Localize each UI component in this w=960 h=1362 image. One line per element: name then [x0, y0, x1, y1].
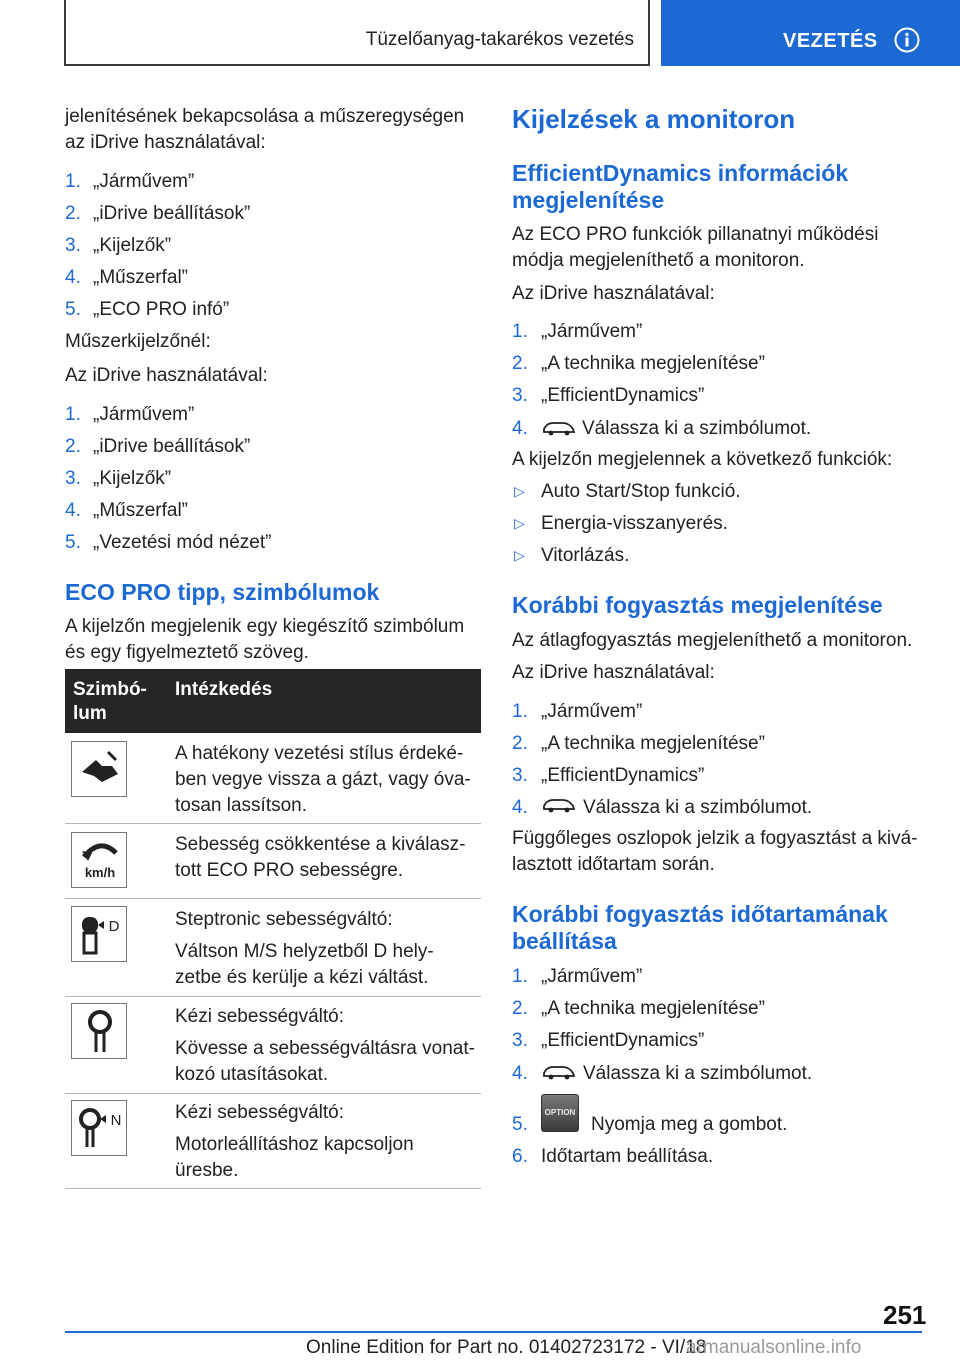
paragraph: A kijelzőn megjelennek a következő funkciók: [512, 449, 893, 470]
list-item-number: 3. [65, 235, 81, 256]
speed-reduce-kmh-icon [71, 832, 127, 888]
section-title: Tüzelőanyag-takarékos vezetés [365, 29, 634, 50]
heading-eco-pro-tipp: ECO PRO tipp, szimbólumok [65, 579, 380, 605]
list-item-number: 2. [65, 203, 81, 224]
paragraph: Az ECO PRO funkciók pillanatnyi működési [512, 224, 879, 245]
list-item-number: 3. [65, 468, 81, 489]
intro-line-2: az iDrive használatával: [65, 132, 266, 153]
table-header-action: Intézkedés [175, 679, 273, 700]
row-text: Váltson M/S helyzetből D hely- [175, 941, 434, 962]
row-divider [65, 1188, 481, 1189]
row-divider [65, 823, 481, 824]
footer-rule [65, 1331, 922, 1333]
row-text: A hatékony vezetési stílus érdeké- [175, 743, 464, 764]
table-header [65, 669, 481, 733]
row-divider [65, 898, 481, 899]
list-item-number: 1. [65, 404, 81, 425]
list-item: „EfficientDynamics” [541, 765, 705, 786]
list-item: „A technika megjelenítése” [541, 733, 765, 754]
list-item: „A technika megjelenítése” [541, 353, 765, 374]
list-item-number: 4. [65, 267, 81, 288]
heading-monitor: Kijelzések a monitoron [512, 104, 796, 134]
intro-line-1: jelenítésének bekapcsolása a műszeregységen [65, 106, 465, 127]
chapter-label: VEZETÉS [783, 30, 878, 52]
list-item-number: 5. [65, 299, 81, 320]
list-item-number: 2. [512, 998, 528, 1019]
list-item: „iDrive beállítások” [93, 203, 251, 224]
paragraph: módja megjeleníthető a monitoron. [512, 250, 805, 271]
watermark: armanualsonline.info [686, 1337, 862, 1358]
row-text: ben vegye vissza a gázt, vagy óva- [175, 769, 471, 790]
row-text: Kézi sebességváltó: [175, 1006, 344, 1027]
heading-efficientdynamics-2: megjelenítése [512, 187, 665, 213]
list-item: Energia-visszanyerés. [541, 513, 728, 534]
list-item-number: 4. [512, 797, 528, 818]
heading-idotartam-2: beállítása [512, 928, 617, 954]
header-title-box [64, 0, 650, 66]
bullet-triangle-icon: ▷ [514, 515, 525, 531]
list-item: „Kijelzők” [93, 235, 172, 256]
list-item: „iDrive beállítások” [93, 436, 251, 457]
list-item: „Járművem” [93, 171, 195, 192]
list-item-number: 3. [512, 385, 528, 406]
row-text: Motorleállításhoz kapcsoljon [175, 1134, 414, 1155]
page-number: 251 [883, 1300, 927, 1330]
list-item-number: 6. [512, 1146, 528, 1167]
list-item-number: 1. [512, 321, 528, 342]
gear-lever-d-icon [71, 906, 127, 962]
list-item-number: 5. [512, 1114, 528, 1135]
car-symbol-icon [541, 1062, 577, 1082]
paragraph: Az iDrive használatával: [512, 662, 715, 683]
heading-efficientdynamics-1: EfficientDynamics információk [512, 160, 849, 186]
list-item-number: 1. [512, 701, 528, 722]
paragraph-muszer: Műszerkijelzőnél: [65, 331, 211, 352]
list-item: „A technika megjelenítése” [541, 998, 765, 1019]
heading-text-line-2: és egy figyelmeztető szöveg. [65, 642, 309, 663]
list-item: Válassza ki a szimbólumot. [583, 1063, 813, 1084]
list-item: „Vezetési mód nézet” [93, 532, 272, 553]
list-item: Vitorlázás. [541, 545, 630, 566]
list-item-number: 4. [512, 1063, 528, 1084]
heading-korabbi-fogyasztas: Korábbi fogyasztás megjelenítése [512, 592, 883, 618]
row-text: tosan lassítson. [175, 795, 308, 816]
list-item: „Járművem” [541, 966, 643, 987]
row-text: Kézi sebességváltó: [175, 1102, 344, 1123]
list-item: Válassza ki a szimbólumot. [582, 418, 812, 439]
list-item: „ECO PRO infó” [93, 299, 230, 320]
row-text: Kövesse a sebességváltásra vonat- [175, 1038, 475, 1059]
car-symbol-icon [541, 418, 577, 438]
list-item-number: 3. [512, 1030, 528, 1051]
list-item: Válassza ki a szimbólumot. [583, 797, 813, 818]
bullet-triangle-icon: ▷ [514, 483, 525, 499]
heading-text-line-1: A kijelzőn megjelenik egy kiegészítő szimbólum [65, 616, 465, 637]
list-item-number: 3. [512, 765, 528, 786]
list-item: „Kijelzők” [93, 468, 172, 489]
paragraph-idrive: Az iDrive használatával: [65, 365, 268, 386]
paragraph: Függőleges oszlopok jelzik a fogyasztást a kivá- [512, 828, 918, 849]
list-item: „Műszerfal” [93, 500, 189, 521]
list-item: „EfficientDynamics” [541, 385, 705, 406]
list-item: „Járművem” [541, 321, 643, 342]
icon-label: km/h [84, 865, 116, 880]
list-item-number: 1. [512, 966, 528, 987]
paragraph: lasztott időtartam során. [512, 854, 715, 875]
icon-label: N [110, 1112, 122, 1129]
table-header-symbol-2: lum [73, 703, 107, 724]
icon-label: D [108, 918, 120, 935]
row-divider [65, 1093, 481, 1094]
manual-shift-n-icon [71, 1100, 127, 1156]
list-item: „Műszerfal” [93, 267, 189, 288]
list-item-number: 5. [65, 532, 81, 553]
paragraph: Az átlagfogyasztás megjeleníthető a monitoron. [512, 630, 913, 651]
list-item: „EfficientDynamics” [541, 1030, 705, 1051]
foot-off-pedal-icon [71, 741, 127, 797]
row-divider [65, 996, 481, 997]
car-symbol-icon [541, 795, 577, 815]
row-text: Steptronic sebességváltó: [175, 909, 393, 930]
list-item-number: 2. [512, 353, 528, 374]
bullet-triangle-icon: ▷ [514, 547, 525, 563]
list-item: Nyomja meg a gombot. [591, 1114, 788, 1135]
list-item: Auto Start/Stop funkció. [541, 481, 741, 502]
row-text: tott ECO PRO sebességre. [175, 860, 404, 881]
list-item-number: 4. [512, 418, 528, 439]
option-button-icon [541, 1094, 579, 1132]
info-circle-icon[interactable] [894, 27, 920, 53]
row-text: kozó utasításokat. [175, 1064, 329, 1085]
list-item-number: 2. [65, 436, 81, 457]
list-item: „Járművem” [541, 701, 643, 722]
row-text: zetbe és kerülje a kézi váltást. [175, 967, 429, 988]
table-header-symbol-1: Szimbó- [73, 679, 147, 700]
manual-shift-icon [71, 1003, 127, 1059]
paragraph: Az iDrive használatával: [512, 283, 715, 304]
list-item-number: 2. [512, 733, 528, 754]
list-item: „Járművem” [93, 404, 195, 425]
chapter-tab[interactable] [661, 0, 960, 66]
list-item-number: 4. [65, 500, 81, 521]
edition-text: Online Edition for Part no. 01402723172 - VI/18 [306, 1337, 707, 1358]
list-item-number: 1. [65, 171, 81, 192]
row-text: üresbe. [175, 1160, 239, 1181]
heading-idotartam-1: Korábbi fogyasztás időtartamának [512, 901, 888, 927]
list-item: Időtartam beállítása. [541, 1146, 714, 1167]
option-button-label: OPTION [544, 1108, 576, 1117]
row-text: Sebesség csökkentése a kiválasz- [175, 834, 466, 855]
